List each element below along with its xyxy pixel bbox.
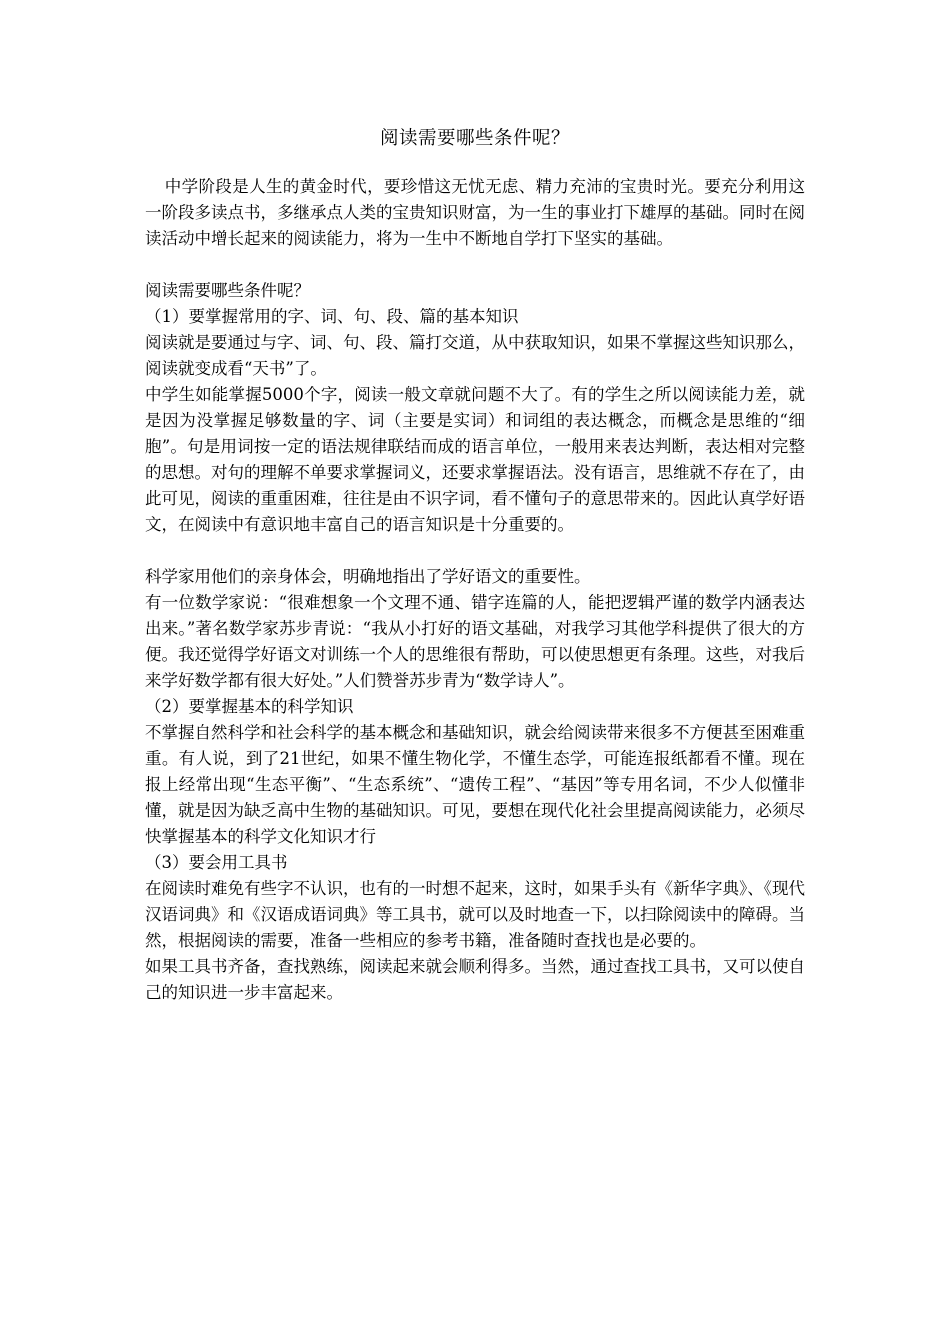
section1-paragraph-4: 有一位数学家说：“很难想象一个文理不通、错字连篇的人，能把逻辑严谨的数学内涵表达出来。”著名数学家苏步青说：“我从小打好的语文基础，对我学习其他学科提供了很大的方便。我还觉得学好语文对训练一个人的思维很有帮助，可以使思想更有条理。这些，对我后来学好数学都有很大好处。”人们赞誉苏步青为“数学诗人”。 [145,593,805,690]
paragraph-gap [145,538,805,564]
section2-heading: （2）要掌握基本的科学知识 [145,697,354,716]
section1-paragraph-1: 阅读就是要通过与字、词、句、段、篇打交道，从中获取知识，如果不掌握这些知识那么，阅读就变成看“天书”了。 [145,333,805,378]
question-line: 阅读需要哪些条件呢？ [145,281,310,300]
section3-heading: （3）要会用工具书 [145,853,288,872]
section3-paragraph-2: 如果工具书齐备，查找熟练，阅读起来就会顺利得多。当然，通过查找工具书，又可以使自己的知识进一步丰富起来。 [145,957,805,1002]
section1-paragraph-3: 科学家用他们的亲身体会，明确地指出了学好语文的重要性。 [145,567,591,586]
section1-heading: （1）要掌握常用的字、词、句、段、篇的基本知识 [145,307,519,326]
document-body [145,174,805,1006]
document-title: 阅读需要哪些条件呢？ [379,128,570,149]
section1-paragraph-2: 中学生如能掌握5000个字，阅读一般文章就问题不大了。有的学生之所以阅读能力差，就是因为没掌握足够数量的字、词（主要是实词）和词组的表达概念，而概念是思维的“细胞”。句是用词按一定的语法规律联结而成的语言单位，一般用来表达判断，表达相对完整的思想。对句的理解不单要求掌握词义，还要求掌握语法。没有语言，思维就不存在了，由此可见，阅读的重重困难，往往是由不识字词，看不懂句子的意思带来的。因此认真学好语文，在阅读中有意识地丰富自己的语言知识是十分重要的。 [145,385,805,534]
section2-paragraph-1: 不掌握自然科学和社会科学的基本概念和基础知识，就会给阅读带来很多不方便甚至困难重重。有人说，到了21世纪，如果不懂生物化学，不懂生态学，可能连报纸都看不懂。现在报上经常出现“生态平衡”、“生态系统”、“遗传工程”、“基因”等专用名词，不少人似懂非懂，就是因为缺乏高中生物的基础知识。可见，要想在现代化社会里提高阅读能力，必须尽快掌握基本的科学文化知识才行 [145,723,805,846]
section3-paragraph-1: 在阅读时难免有些字不认识，也有的一时想不起来，这时，如果手头有《新华字典》、《现代汉语词典》和《汉语成语词典》等工具书，就可以及时地查一下，以扫除阅读中的障碍。当然，根据阅读的需要，准备一些相应的参考书籍，准备随时查找也是必要的。 [145,879,805,950]
intro-paragraph: 中学阶段是人生的黄金时代，要珍惜这无忧无虑、精力充沛的宝贵时光。要充分利用这一阶段多读点书，多继承点人类的宝贵知识财富，为一生的事业打下雄厚的基础。同时在阅读活动中增长起来的阅读能力，将为一生中不断地自学打下坚实的基础。 [145,177,805,248]
paragraph-gap [145,252,805,278]
